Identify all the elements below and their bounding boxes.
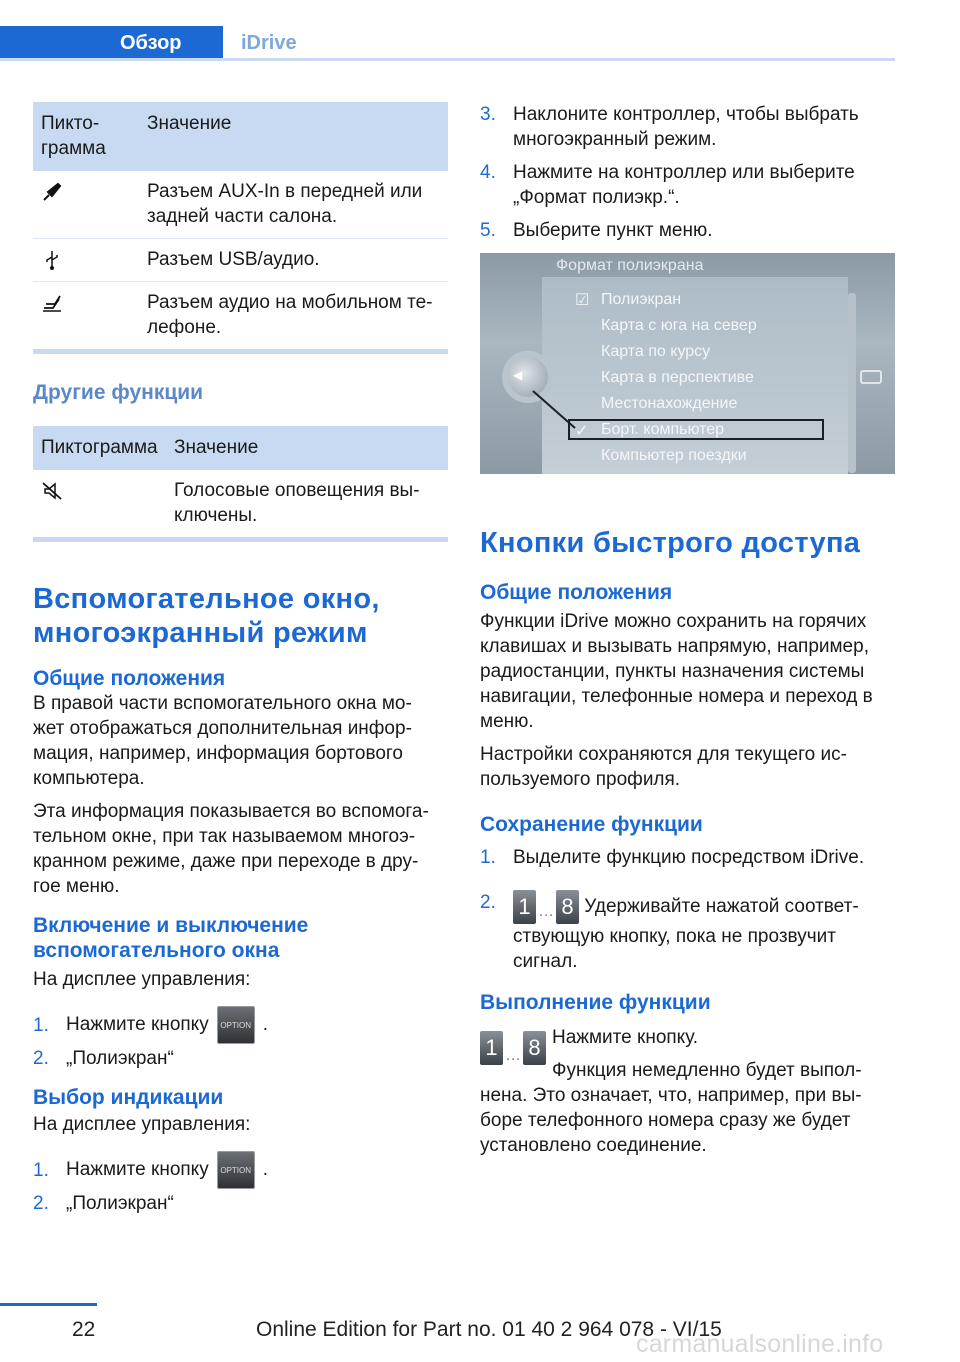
table-row <box>33 282 448 350</box>
execute-paragraph: нена. Это означает, что, например, при вы- боре телефонного номера сразу же будет установлено соединение. <box>480 1085 862 1156</box>
aux-toggle-intro: На дисплее управления: <box>33 969 251 990</box>
list-item: 3. Наклоните контроллер, чтобы выбрать многоэкранный режим. <box>480 104 859 150</box>
tab-idrive[interactable] <box>223 26 323 61</box>
left-column <box>33 102 448 1224</box>
pictogram-table <box>33 102 448 349</box>
table-row <box>33 171 448 239</box>
option-button[interactable]: OPTION <box>217 1006 255 1044</box>
table-cell: Разъем аудио на мобильном те- лефоне. <box>147 292 433 338</box>
favorite-keys-icon: 1 … 8 <box>480 1025 552 1083</box>
voice-mute-icon <box>41 480 63 502</box>
execute-line-2: Функция немедленно будет выпол- <box>552 1060 862 1081</box>
idrive-screen-illustration <box>480 253 895 474</box>
multiscreen-steps <box>480 102 895 243</box>
table-cell: Голосовые оповещения вы- ключены. <box>174 480 420 526</box>
list-item: 2. „Полиэкран“ <box>33 1048 174 1069</box>
list-item: 2. „Полиэкран“ <box>33 1193 174 1214</box>
execute-function-heading: Выполнение функции <box>480 991 711 1014</box>
list-item: 1. Нажмите кнопку OPTION . <box>33 1151 448 1189</box>
footer-rule <box>0 1303 97 1306</box>
aux-toggle-heading: Включение и выключение вспомогательного окна <box>33 914 309 962</box>
list-item: 1. Выделите функцию посредством iDrive. <box>480 847 865 868</box>
page-number: 22 <box>72 1318 96 1341</box>
table-header-row <box>33 102 448 171</box>
table-row <box>33 470 448 537</box>
col-meaning: Значение <box>166 426 448 470</box>
checkbox-checked-icon: ☑ <box>575 292 590 309</box>
other-functions-table <box>33 426 448 537</box>
aux-paragraph-2: Эта информация показывается во вспомога- тельном окне, при так называемом многоэ- кранном режиме, даже при переходе в дру- гое меню. <box>33 801 429 897</box>
select-display-steps <box>33 1151 448 1216</box>
aux-toggle-steps <box>33 1006 448 1071</box>
screen-menu-item[interactable]: Местонахождение <box>601 395 738 412</box>
screen-menu-item[interactable]: Компьютер поездки <box>601 447 747 464</box>
screen-menu-item[interactable]: Карта в перспективе <box>601 369 754 386</box>
quick-paragraph-1: Функции iDrive можно сохранить на горячих клавишах и вызывать напрямую, например, радиостанции, пункты назначения системы навигации, телефонные номера и переход в меню. <box>480 611 873 732</box>
list-item: 5. Выберите пункт меню. <box>480 220 713 241</box>
screen-title: Формат полиэкрана <box>556 257 704 274</box>
aux-window-icon <box>860 370 882 384</box>
favorite-key-1[interactable]: 1 <box>513 890 536 924</box>
header-rule <box>0 58 895 61</box>
tab-overview-label: Обзор <box>120 32 182 54</box>
col-pictogram: Пиктограмма <box>33 426 166 470</box>
table-header-row <box>33 426 448 470</box>
check-icon: ✓ <box>575 423 589 440</box>
list-item: 2. 1 … 8 Удерживайте нажатой соответ- ствующую кнопку, пока не прозвучит сигнал. <box>480 892 859 972</box>
screen-menu-item[interactable]: Карта с юга на север <box>601 317 757 334</box>
pointer-line <box>530 388 580 433</box>
quick-general-heading: Общие положения <box>480 581 673 604</box>
watermark: carmanualsonline.info <box>636 1330 884 1358</box>
ellipsis: … <box>538 903 554 920</box>
quick-access-heading: Кнопки быстрого доступа <box>480 527 861 559</box>
save-function-steps <box>480 845 895 974</box>
phone-audio-icon <box>41 292 63 314</box>
quick-paragraph-2: Настройки сохраняются для текущего ис- пользуемого профиля. <box>480 744 847 790</box>
select-display-heading: Выбор индикации <box>33 1086 224 1109</box>
screen-menu-item-selected[interactable]: Борт. компьютер <box>601 421 725 438</box>
right-column <box>480 102 895 1158</box>
arrow-left-icon: ◀ <box>513 368 523 382</box>
tab-overview[interactable] <box>0 26 223 61</box>
table-row <box>33 239 448 282</box>
select-display-intro: На дисплее управления: <box>33 1114 251 1135</box>
table-end-rule <box>33 537 448 542</box>
usb-icon <box>41 249 63 271</box>
col-meaning: Значение <box>139 102 448 171</box>
other-functions-heading: Другие функции <box>33 381 204 404</box>
screen-scrollbar[interactable] <box>848 293 856 473</box>
aux-plug-icon <box>41 181 63 203</box>
option-button[interactable]: OPTION <box>217 1151 255 1189</box>
aux-general-heading: Общие положения <box>33 667 226 690</box>
execute-block <box>480 1025 895 1083</box>
table-cell: Разъем AUX-In в передней или задней части салона. <box>139 171 448 239</box>
aux-paragraph-1: В правой части вспомогательного окна мо- жет отображаться дополнительная инфор- мация, например, информация бортового компьютера. <box>33 693 412 789</box>
screen-menu-item[interactable]: Полиэкран <box>601 291 682 308</box>
tab-idrive-label: iDrive <box>241 32 297 54</box>
aux-window-heading: Вспомогательное окно, многоэкранный режим <box>33 583 380 649</box>
list-item: 1. Нажмите кнопку OPTION . <box>33 1006 448 1044</box>
favorite-key-8[interactable]: 8 <box>556 890 579 924</box>
edition-label: Online Edition for Part no. 01 40 2 964 078 - VI/15 <box>256 1318 722 1341</box>
table-cell: Разъем USB/аудио. <box>139 239 448 282</box>
list-item: 4. Нажмите на контроллер или выберите „Формат полиэкр.“. <box>480 162 855 208</box>
save-function-heading: Сохранение функции <box>480 813 703 836</box>
screen-menu-item[interactable]: Карта по курсу <box>601 343 711 360</box>
execute-line-1: Нажмите кнопку. <box>552 1027 699 1048</box>
table-end-rule <box>33 349 448 354</box>
col-pictogram: Пикто- грамма <box>33 102 139 171</box>
